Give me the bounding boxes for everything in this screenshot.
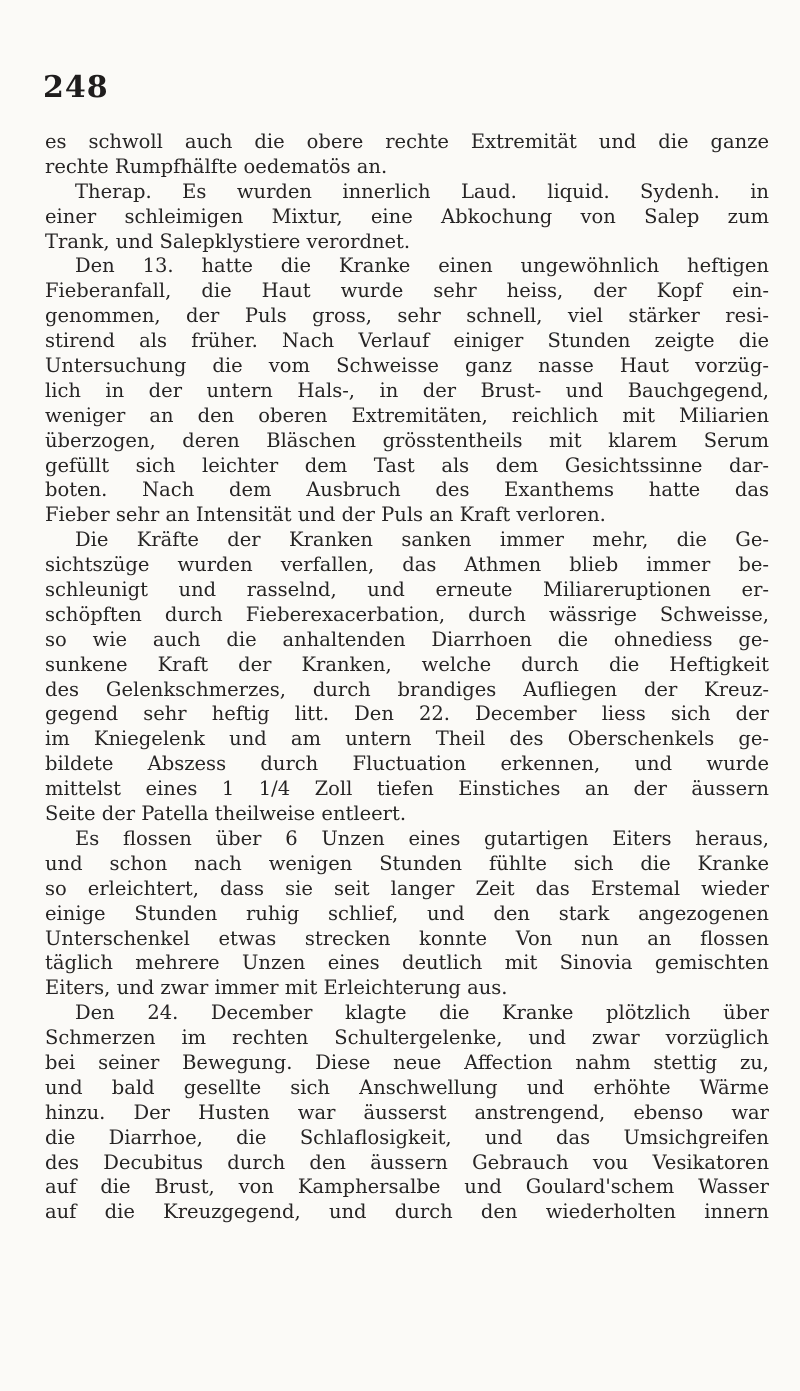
text-line: rechte Rumpfhälfte oedematös an. [45, 154, 388, 178]
text-line: bildete Abszess durch Fluctuation erkennen, und wurde [45, 752, 769, 776]
text-line: des Gelenkschmerzes, durch brandiges Aufliegen der Kreuz- [45, 677, 769, 701]
text-line: auf die Kreuzgegend, und durch den wiederholten innern [45, 1200, 769, 1224]
text-line: boten. Nach dem Ausbruch des Exanthems hatte das [45, 478, 769, 502]
text-line: Den 24. December klagte die Kranke plötzlich über [75, 1001, 769, 1025]
text-line: des Decubitus durch den äussern Gebrauch vou Vesikatoren [45, 1150, 769, 1174]
text-line: und schon nach wenigen Stunden fühlte sich die Kranke [45, 851, 769, 875]
text-line: Seite der Patella theilweise entleert. [45, 802, 407, 826]
text-line: gegend sehr heftig litt. Den 22. December liess sich der [45, 702, 769, 726]
text-line: Unterschenkel etwas strecken konnte Von nun an flossen [45, 926, 769, 950]
text-line: Untersuchung die vom Schweisse ganz nasse Haut vorzüg- [45, 354, 769, 378]
text-line: einige Stunden ruhig schlief, und den stark angezogenen [45, 901, 769, 925]
text-line: täglich mehrere Unzen eines deutlich mit Sinovia gemischten [45, 951, 769, 975]
text-line: genommen, der Puls gross, sehr schnell, viel stärker resi- [45, 304, 769, 328]
text-line: schöpften durch Fieberexacerbation, durch wässrige Schweisse, [45, 602, 769, 626]
text-line: so wie auch die anhaltenden Diarrhoen die ohnediess ge- [45, 627, 769, 651]
text-line: Trank, und Salepklystiere verordnet. [45, 229, 411, 253]
text-line: weniger an den oberen Extremitäten, reichlich mit Miliarien [45, 403, 769, 427]
text-line: einer schleimigen Mixtur, eine Abkochung von Salep zum [45, 204, 769, 228]
text-line: überzogen, deren Bläschen grösstentheils mit klarem Serum [45, 428, 769, 452]
text-line: im Kniegelenk und am untern Theil des Oberschenkels ge- [45, 727, 769, 751]
text-line: sunkene Kraft der Kranken, welche durch die Heftigkeit [45, 652, 769, 676]
text-line: Therap. Es wurden innerlich Laud. liquid. Sydenh. in [75, 179, 769, 203]
text-line: Die Kräfte der Kranken sanken immer mehr, die Ge- [75, 528, 769, 552]
text-line: mittelst eines 1 1/4 Zoll tiefen Einstiches an der äussern [45, 777, 769, 801]
text-line: gefüllt sich leichter dem Tast als dem Gesichtssinne dar- [45, 453, 769, 477]
text-line: hinzu. Der Husten war äusserst anstrengend, ebenso war [45, 1100, 769, 1124]
text-line: schleunigt und rasselnd, und erneute Miliareruptionen er- [45, 578, 769, 602]
text-line: Fieber sehr an Intensität und der Puls an Kraft verloren. [45, 503, 606, 527]
text-line: Fieberanfall, die Haut wurde sehr heiss, der Kopf ein- [45, 279, 769, 303]
text-line: bei seiner Bewegung. Diese neue Affection nahm stettig zu, [45, 1050, 769, 1074]
text-line: es schwoll auch die obere rechte Extremität und die ganze [45, 130, 769, 153]
body-text [45, 130, 769, 1225]
text-line: sichtszüge wurden verfallen, das Athmen blieb immer be- [45, 553, 769, 577]
text-line: lich in der untern Hals-, in der Brust- und Bauchgegend, [45, 378, 769, 402]
text-line: so erleichtert, dass sie seit langer Zeit das Erstemal wieder [45, 876, 769, 900]
text-line: Eiters, und zwar immer mit Erleichterung aus. [45, 976, 508, 1000]
page-number: 248 [43, 70, 109, 105]
text-line: die Diarrhoe, die Schlaflosigkeit, und das Umsichgreifen [45, 1125, 769, 1149]
text-line: Den 13. hatte die Kranke einen ungewöhnlich heftigen [75, 254, 769, 278]
text-line: auf die Brust, von Kamphersalbe und Goulard'schem Wasser [45, 1175, 769, 1199]
text-line: Schmerzen im rechten Schultergelenke, und zwar vorzüglich [45, 1026, 769, 1050]
text-line: stirend als früher. Nach Verlauf einiger Stunden zeigte die [45, 329, 769, 353]
text-line: und bald gesellte sich Anschwellung und erhöhte Wärme [45, 1075, 769, 1099]
text-line: Es flossen über 6 Unzen eines gutartigen Eiters heraus, [75, 826, 769, 850]
